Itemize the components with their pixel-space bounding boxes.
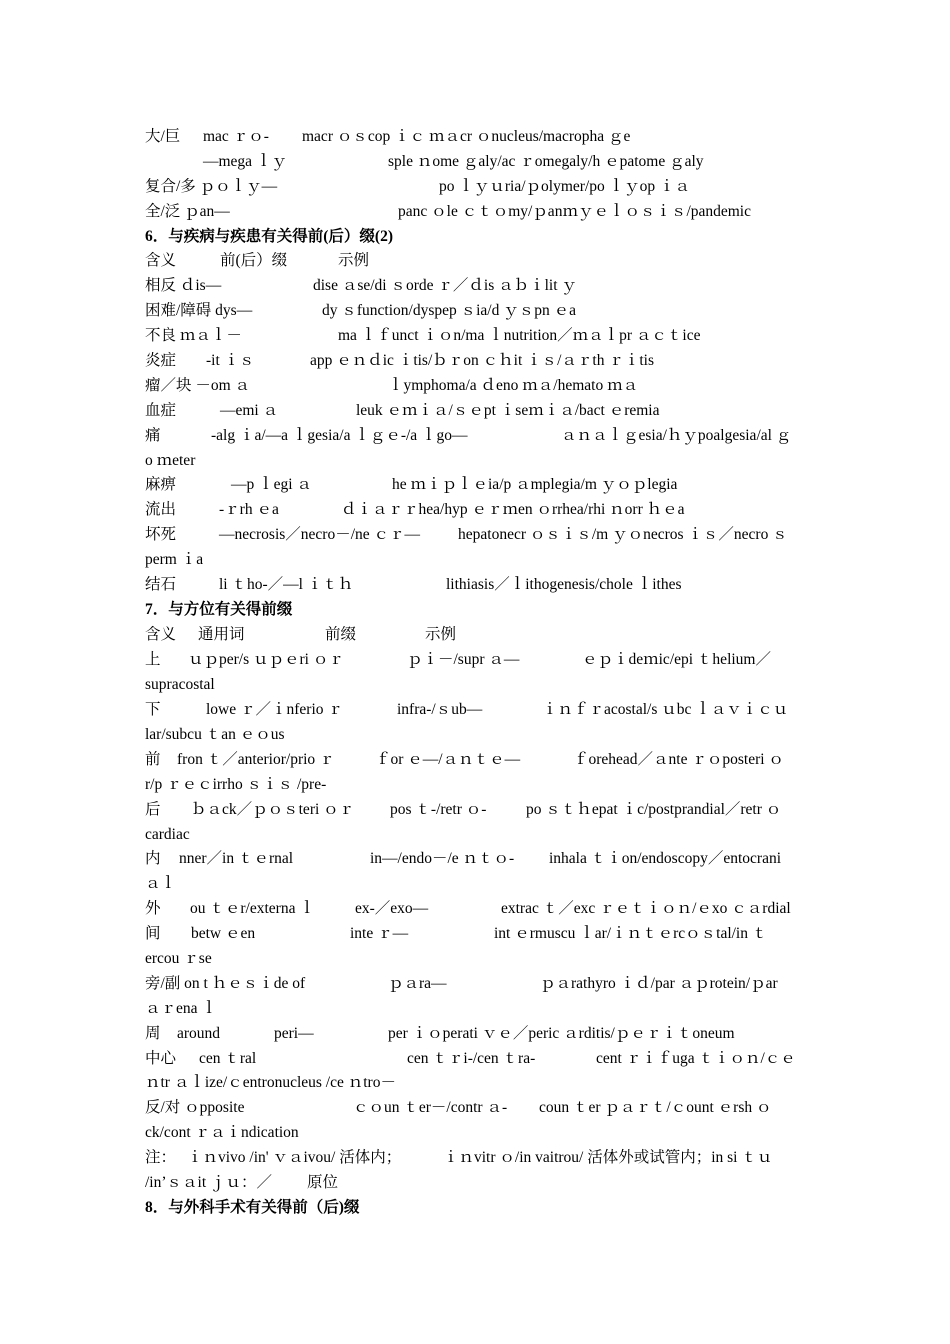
line-col3: ｄｉａｒｒhea/hyp ｅｒｍen ｏrrhea/rhi ｎorr ｈｅa: [341, 501, 685, 518]
header-example: 示例: [425, 626, 457, 643]
text-line: [145, 323, 810, 348]
header-prefix: 前缀: [325, 626, 357, 643]
line-col3: ｆor ｅ—/ａｎｔｅ—: [375, 751, 521, 768]
text-line: [145, 971, 810, 996]
line-col1: 内: [145, 850, 161, 867]
note-in-vitro: ｉｎvitr ｏ/in vaitrou/ 活体外或试管内；in si ｔｕ: [443, 1149, 773, 1166]
line-col3: peri—: [274, 1025, 314, 1042]
line-col1: 困难/障碍 dys—: [145, 302, 253, 319]
line-col3: ex-／exo—: [355, 900, 429, 917]
line-col1: ａｒena ｌ: [145, 1000, 217, 1017]
line-col1: 流出: [145, 501, 177, 518]
line-col2: betw ｅen: [191, 925, 256, 942]
line-col1: lar/subcu ｔan ｅｏus: [145, 726, 285, 743]
line-col3: ma ｌｆunct ｉｏn/ma ｌnutrition／ｍａｌpr ａｃｔice: [338, 327, 701, 344]
text-line: [145, 572, 810, 597]
line-col1: 中心: [145, 1050, 177, 1067]
line-col1: ck/cont ｒａｉndication: [145, 1124, 299, 1141]
text-line: [145, 448, 810, 473]
text-line: [145, 298, 810, 323]
line-col1: ercou ｒse: [145, 950, 212, 967]
text-line: [145, 747, 810, 772]
text-line: [145, 896, 810, 921]
text-line: [145, 1120, 810, 1145]
text-line: [145, 497, 810, 522]
note-in-vivo: ｉｎvivo /in' ｖａivou/ 活体内；: [187, 1149, 402, 1166]
line-col3: dise ａse/di ｓorde ｒ／ｄis ａｂｉlit ｙ: [313, 277, 577, 294]
text-line: [145, 522, 810, 547]
line-col4: ｅｐｉdeｍic/epi ｔhelium／: [582, 651, 771, 668]
text-line: [145, 722, 810, 747]
line-col1: 全/泛 ｐan—: [145, 203, 230, 220]
line-col2: ｕｐper/s ｕｐｅri ｏｒ: [188, 651, 344, 668]
line-col3: pos ｔ-/retr ｏ-: [390, 801, 487, 818]
line-col1: 旁/副 on t ｈｅｓｉde of: [145, 975, 306, 992]
header-common-word: 通用词: [198, 626, 245, 643]
line-col3: lithiasis／ｌithogenesis/chole ｌithes: [446, 576, 682, 593]
line-col2: lowe ｒ／ｉnferio ｒ: [206, 701, 343, 718]
line-col2: ou ｔｅr/externa ｌ: [190, 900, 315, 917]
line-col2: mac ｒｏ-: [203, 128, 269, 145]
line-col3: leuk ｅｍｉａ/ｓｅpt ｉseｍｉａ/bact ｅremia: [356, 402, 660, 419]
header-meaning: 含义: [145, 252, 177, 269]
line-col4: cent ｒｉｆuga ｔｉｏｎ/ｃｅ: [596, 1050, 796, 1067]
line-col3: sple ｎome ｇaly/ac ｒomegaly/h ｅpatome ｇaly: [388, 153, 704, 170]
text-line: [145, 822, 810, 847]
line-col1: supracostal: [145, 676, 215, 693]
line-col3: ｌymphoma/a ｄeno ｍａ/hemato ｍａ: [388, 377, 639, 394]
note-label: 注：: [145, 1149, 177, 1166]
line-col2: cen ｔral: [199, 1050, 257, 1067]
line-col2: around: [177, 1025, 221, 1042]
note-line: [145, 1170, 810, 1195]
line-col1: ａｌ: [145, 875, 177, 892]
section-heading: [145, 224, 810, 249]
line-col4: int ｅrmuscu ｌar/ｉｎｔｅrcｏｓtal/in ｔ: [494, 925, 768, 942]
line-col1: 痛: [145, 427, 161, 444]
header-example: 示例: [338, 252, 370, 269]
header-meaning: 含义: [145, 626, 177, 643]
line-col2: -ｒrh ｅa: [219, 501, 279, 518]
line-col3: ａｎａｌｇesia/ｈｙpoalgesia/al ｇ: [561, 427, 792, 444]
line-col1: 周: [145, 1025, 161, 1042]
line-col3: hepatonecr ｏｓｉｓ/m ｙｏnecros ｉｓ／necro ｓ: [458, 526, 788, 543]
line-col1: perm ｉa: [145, 551, 204, 568]
line-col4: extrac ｔ／exc ｒｅｔｉｏｎ/ｅxo ｃａrdial: [501, 900, 791, 917]
line-col1: 下: [145, 701, 161, 718]
line-col3: po ｌｙｕria/ｐolymer/po ｌｙop ｉａ: [439, 178, 690, 195]
text-line: [145, 647, 810, 672]
line-col1: 不良 ｍａｌ－: [145, 327, 242, 344]
line-col2: —p ｌegi ａ: [231, 476, 312, 493]
line-col1: 结石: [145, 576, 177, 593]
text-line: [145, 124, 810, 149]
note-in-situ: /in’ｓａit ｊｕ：／: [145, 1174, 273, 1191]
text-line: [145, 149, 810, 174]
line-col2: -alg ｉa/—a ｌgesia/a ｌｇｅ-/a ｌgo—: [211, 427, 468, 444]
heading-text: 6．与疾病与疾患有关得前(后）缀(2): [145, 228, 393, 245]
line-col1: 相反 ｄis—: [145, 277, 222, 294]
line-col3: ｃｏun ｔer－/contr ａ-: [353, 1099, 508, 1116]
line-col1: 后: [145, 801, 161, 818]
table-header-row: [145, 622, 810, 647]
note-in-situ-meaning: 原位: [307, 1174, 339, 1191]
text-line: [145, 996, 810, 1021]
line-col4: ｆorehead／ａnte ｒｏposteri ｏ: [573, 751, 784, 768]
line-col3: in—/endo－/e ｎｔｏ-: [370, 850, 515, 867]
line-col2: fron ｔ／anterior/prio ｒ: [177, 751, 335, 768]
text-line: [145, 273, 810, 298]
heading-text: 7．与方位有关得前缀: [145, 601, 293, 618]
line-col2: ｂａck／ｐｏｓteri ｏｒ: [191, 801, 355, 818]
line-col1: 间: [145, 925, 161, 942]
line-col1: 复合/多 ｐｏｌｙ—: [145, 178, 278, 195]
line-col1: 麻痹: [145, 476, 177, 493]
line-col3: ｐａra—: [388, 975, 447, 992]
text-line: [145, 797, 810, 822]
text-line: [145, 772, 810, 797]
line-col2: nner／in ｔｅrnal: [179, 850, 294, 867]
text-line: [145, 547, 810, 572]
line-col4: coun ｔer ｐａｒｔ/ｃount ｅrsh ｏ: [539, 1099, 772, 1116]
text-line: [145, 921, 810, 946]
note-line: [145, 1145, 810, 1170]
text-line: [145, 846, 810, 871]
text-line: [145, 697, 810, 722]
line-col3: panc ｏle ｃｔｏmy/ｐanｍｙｅｌｏｓｉｓ/pandemic: [398, 203, 751, 220]
line-col2: —emi ａ: [220, 402, 279, 419]
line-col1: 大/巨: [145, 128, 181, 145]
section-heading: [145, 1195, 810, 1220]
line-col1: 反/对 ｏpposite: [145, 1099, 245, 1116]
line-col4: per ｉｏperati ｖｅ／peric ａrditis/ｐｅｒｉｔoneum: [388, 1025, 735, 1042]
line-col3: macr ｏｓcop ｉｃ ｍａcr ｏnucleus/macropha ｇe: [302, 128, 631, 145]
text-line: [145, 672, 810, 697]
line-col1: 上: [145, 651, 161, 668]
line-col2: —mega ｌｙ: [203, 153, 287, 170]
text-line: [145, 199, 810, 224]
text-line: [145, 348, 810, 373]
line-col1: ｎtr ａｌize/ｃentronucleus /ce ｎtro－: [145, 1074, 396, 1091]
text-line: [145, 472, 810, 497]
line-col4: ｐａrathyro ｉｄ/par ａｐrotein/ｐar: [540, 975, 778, 992]
section-heading: [145, 597, 810, 622]
text-line: [145, 946, 810, 971]
line-col3: infra-/ｓub—: [397, 701, 483, 718]
line-col4: inhala ｔｉon/endoscopy／entocrani: [549, 850, 782, 867]
line-col1: o ｍeter: [145, 452, 196, 469]
text-line: [145, 373, 810, 398]
line-col1: cardiac: [145, 826, 190, 843]
line-col3: inte ｒ—: [350, 925, 409, 942]
line-col3: ｐｉ－/supr ａ—: [407, 651, 520, 668]
line-col2: -it ｉｓ: [206, 352, 255, 369]
line-col3: cen ｔｒi-/cen ｔra-: [407, 1050, 536, 1067]
text-line: [145, 871, 810, 896]
text-line: [145, 174, 810, 199]
text-line: [145, 1070, 810, 1095]
line-col4: ｉｎｆｒacostal/s ｕbc ｌａｖｉｃｕ: [542, 701, 789, 718]
line-col3: he ｍｉｐｌｅia/p ａmplegia/m ｙｏｐlegia: [392, 476, 678, 493]
line-col1: 前: [145, 751, 161, 768]
text-line: [145, 1095, 810, 1120]
line-col3: dy ｓfunction/dyspep ｓia/d ｙｓpn ｅa: [322, 302, 576, 319]
table-header-row: [145, 248, 810, 273]
text-line: [145, 398, 810, 423]
line-col1: 血症: [145, 402, 177, 419]
line-col1: 坏死: [145, 526, 177, 543]
line-col3: app ｅｎｄic ｉtis/ｂｒon ｃｈit ｉｓ/ａｒth ｒｉtis: [310, 352, 655, 369]
heading-text: 8．与外科手术有关得前（后)缀: [145, 1199, 360, 1216]
text-line: [145, 423, 810, 448]
header-affix: 前(后）缀: [220, 252, 288, 269]
line-col1: 炎症: [145, 352, 177, 369]
line-col1: 瘤／块 －om ａ: [145, 377, 251, 394]
line-col2: —necrosis／necro－/ne ｃｒ—: [219, 526, 421, 543]
line-col1: r/p ｒｅｃirrho ｓｉｓ /pre-: [145, 776, 327, 793]
text-line: [145, 1021, 810, 1046]
text-line: [145, 1046, 810, 1071]
line-col4: po ｓｔｈepat ｉc/postprandial／retr ｏ: [526, 801, 782, 818]
line-col1: 外: [145, 900, 161, 917]
line-col2: li ｔho-／—l ｉｔｈ: [219, 576, 354, 593]
